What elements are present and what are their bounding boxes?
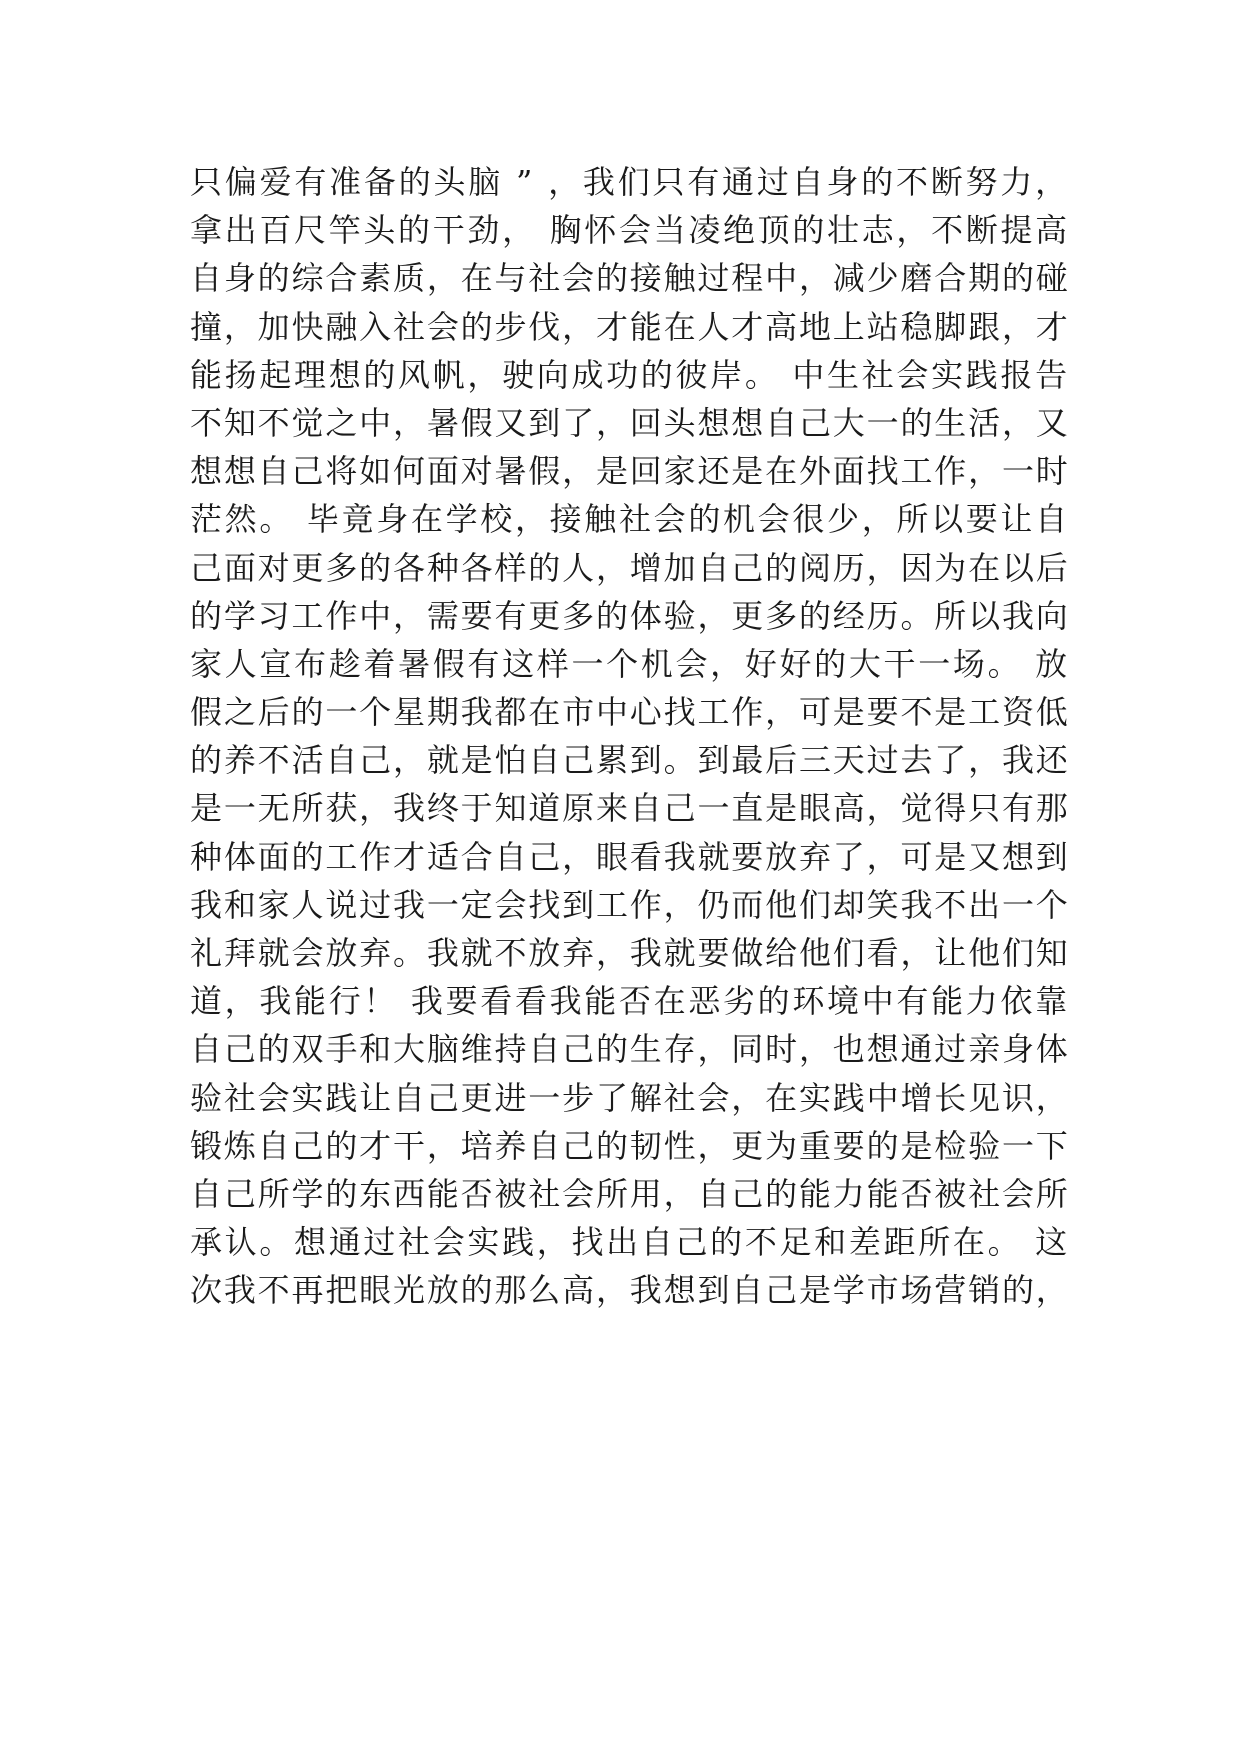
text-line: 种体面的工作才适合自己，眼看我就要放弃了，可是又想到 <box>190 837 1070 876</box>
text-line: 自己所学的东西能否被社会所用，自己的能力能否被社会所 <box>190 1174 1070 1213</box>
text-line: 的养不活自己，就是怕自己累到。到最后三天过去了，我还 <box>190 741 1070 780</box>
text-line: 撞，加快融入社会的步伐，才能在人才高地上站稳脚跟，才 <box>190 307 1070 346</box>
text-line: 承认。想通过社会实践，找出自己的不足和差距所在。 这 <box>190 1223 1070 1262</box>
text-line: 礼拜就会放弃。我就不放弃，我就要做给他们看，让他们知 <box>190 934 1070 972</box>
text-line: 不知不觉之中，暑假又到了，回头想想自己大一的生活，又 <box>190 403 1070 442</box>
text-line: 我和家人说过我一定会找到工作，仍而他们却笑我不出一个 <box>190 885 1070 924</box>
text-line: 家人宣布趁着暑假有这样一个机会，好好的大干一场。 放 <box>190 644 1070 683</box>
text-line: 次我不再把眼光放的那么高，我想到自己是学市场营销的， <box>190 1271 1070 1310</box>
text-line: 验社会实践让自己更进一步了解社会，在实践中增长见识， <box>190 1078 1070 1117</box>
text-line: 锻炼自己的才干，培养自己的韧性，更为重要的是检验一下 <box>190 1126 1070 1165</box>
text-line: 想想自己将如何面对暑假，是回家还是在外面找工作，一时 <box>190 452 1070 491</box>
text-line: 的学习工作中，需要有更多的体验，更多的经历。所以我向 <box>190 596 1070 635</box>
text-line: 茫然。 毕竟身在学校，接触社会的机会很少，所以要让自 <box>190 500 1070 539</box>
text-line: 自身的综合素质，在与社会的接触过程中，减少磨合期的碰 <box>190 259 1070 298</box>
text-line: 己面对更多的各种各样的人，增加自己的阅历，因为在以后 <box>190 548 1070 587</box>
text-line: 自己的双手和大脑维持自己的生存，同时，也想通过亲身体 <box>190 1030 1070 1069</box>
text-line: 只偏爱有准备的头脑 ” ，我们只有通过自身的不断努力， <box>190 163 1070 201</box>
text-line: 假之后的一个星期我都在市中心找工作，可是要不是工资低 <box>190 693 1070 732</box>
text-line: 拿出百尺竿头的干劲， 胸怀会当凌绝顶的壮志，不断提高 <box>190 211 1070 250</box>
text-line: 是一无所获，我终于知道原来自己一直是眼高，觉得只有那 <box>190 789 1070 828</box>
text-line: 道，我能行！ 我要看看我能否在恶劣的环境中有能力依靠 <box>190 982 1070 1021</box>
body-text <box>190 158 1070 1315</box>
text-line: 能扬起理想的风帆，驶向成功的彼岸。 中生社会实践报告 <box>190 355 1070 394</box>
